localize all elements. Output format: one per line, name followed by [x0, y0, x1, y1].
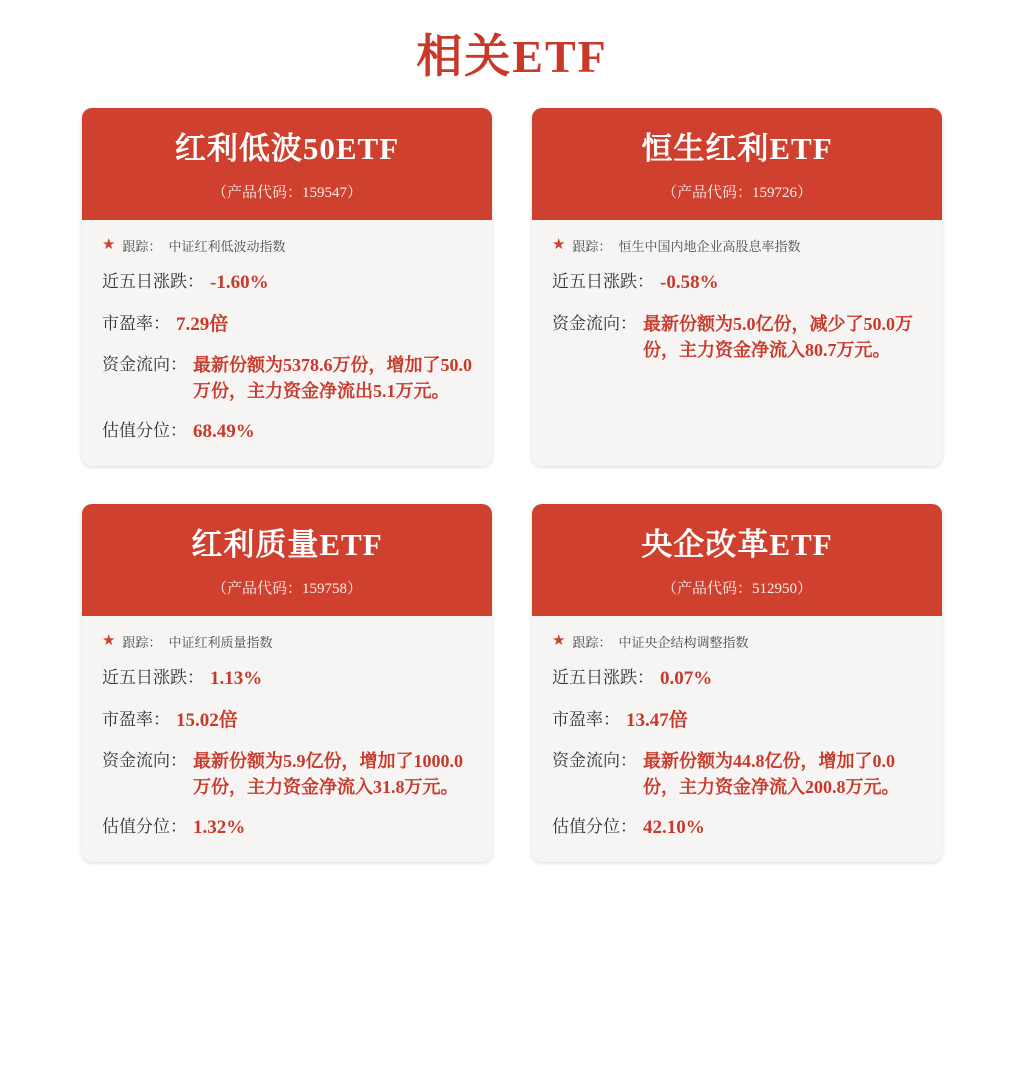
track-value: 中证红利低波动指数	[168, 239, 286, 255]
metric-change5d	[552, 665, 922, 693]
metric-label: 近五日涨跌：	[102, 272, 204, 292]
metric-flow	[552, 311, 922, 363]
etf-card-header	[82, 108, 492, 220]
page-title: 相关ETF	[416, 31, 608, 82]
etf-card[interactable]	[82, 504, 492, 862]
metric-value: 最新份额为5.0亿份，减少了50.0万份，主力资金净流入80.7万元。	[643, 313, 913, 360]
star-icon: ★	[552, 237, 566, 254]
metric-label: 资金流向：	[552, 751, 637, 771]
etf-card-body	[82, 220, 492, 466]
etf-name: 央企改革ETF	[641, 527, 833, 563]
star-icon: ★	[102, 237, 116, 254]
track-value: 中证红利质量指数	[168, 635, 273, 651]
etf-card-body	[532, 616, 942, 862]
etf-card-header	[532, 108, 942, 220]
etf-track-row	[102, 632, 472, 651]
etf-track-row	[102, 236, 472, 255]
metric-value: 最新份额为5.9亿份，增加了1000.0万份，主力资金净流入31.8万元。	[193, 751, 463, 798]
metric-pe	[552, 707, 922, 735]
metric-flow	[552, 748, 922, 800]
etf-track-row	[552, 632, 922, 651]
etf-code: （产品代码：512950）	[661, 581, 812, 598]
metric-value: 1.13%	[210, 668, 263, 690]
metric-pe	[102, 311, 472, 339]
etf-code: （产品代码：159547）	[211, 185, 362, 202]
metric-label: 近五日涨跌：	[552, 668, 654, 688]
metric-label: 估值分位：	[552, 817, 637, 837]
etf-card-header	[532, 504, 942, 616]
metric-value: 1.32%	[193, 817, 246, 839]
metric-label: 资金流向：	[552, 313, 637, 333]
track-label: 跟踪：	[572, 635, 612, 651]
metric-value: 7.29倍	[176, 313, 229, 335]
metric-valuation	[552, 814, 922, 842]
metric-label: 资金流向：	[102, 355, 187, 375]
etf-card[interactable]	[82, 108, 492, 466]
metric-flow	[102, 352, 472, 404]
metric-value: -1.60%	[210, 272, 269, 294]
track-label: 跟踪：	[122, 635, 162, 651]
etf-card[interactable]	[532, 108, 942, 466]
metric-change5d	[102, 269, 472, 297]
track-label: 跟踪：	[572, 239, 612, 255]
etf-name: 红利质量ETF	[191, 527, 383, 563]
etf-card-body	[532, 220, 942, 466]
etf-code: （产品代码：159758）	[211, 581, 362, 598]
metric-pe	[102, 707, 472, 735]
metric-change5d	[102, 665, 472, 693]
metric-value: 最新份额为44.8亿份，增加了0.0份，主力资金净流入200.8万元。	[643, 751, 900, 798]
metric-value: 68.49%	[193, 421, 255, 443]
metric-label: 近五日涨跌：	[552, 272, 654, 292]
metric-flow	[102, 748, 472, 800]
track-value: 恒生中国内地企业高股息率指数	[618, 239, 801, 255]
metric-change5d	[552, 269, 922, 297]
metric-label: 近五日涨跌：	[102, 668, 204, 688]
metric-value: 13.47倍	[626, 709, 688, 731]
metric-valuation	[102, 814, 472, 842]
track-label: 跟踪：	[122, 239, 162, 255]
star-icon: ★	[102, 633, 116, 650]
metric-valuation	[102, 418, 472, 446]
etf-card-header	[82, 504, 492, 616]
star-icon: ★	[552, 633, 566, 650]
etf-card-body	[82, 616, 492, 862]
etf-code: （产品代码：159726）	[661, 185, 812, 202]
metric-label: 市盈率：	[552, 709, 620, 729]
metric-value: 15.02倍	[176, 709, 238, 731]
etf-card-grid	[0, 108, 1024, 862]
etf-name: 红利低波50ETF	[174, 131, 400, 166]
metric-value: -0.58%	[660, 272, 719, 294]
metric-label: 市盈率：	[102, 313, 170, 333]
metric-label: 估值分位：	[102, 817, 187, 837]
metric-value: 0.07%	[660, 668, 713, 690]
metric-label: 市盈率：	[102, 709, 170, 729]
etf-name: 恒生红利ETF	[641, 131, 833, 166]
metric-label: 估值分位：	[102, 421, 187, 441]
metric-label: 资金流向：	[102, 751, 187, 771]
etf-card[interactable]	[532, 504, 942, 862]
metric-value: 42.10%	[643, 817, 705, 839]
metric-value: 最新份额为5378.6万份，增加了50.0万份，主力资金净流出5.1万元。	[193, 355, 472, 402]
track-value: 中证央企结构调整指数	[618, 635, 749, 651]
etf-track-row	[552, 236, 922, 255]
